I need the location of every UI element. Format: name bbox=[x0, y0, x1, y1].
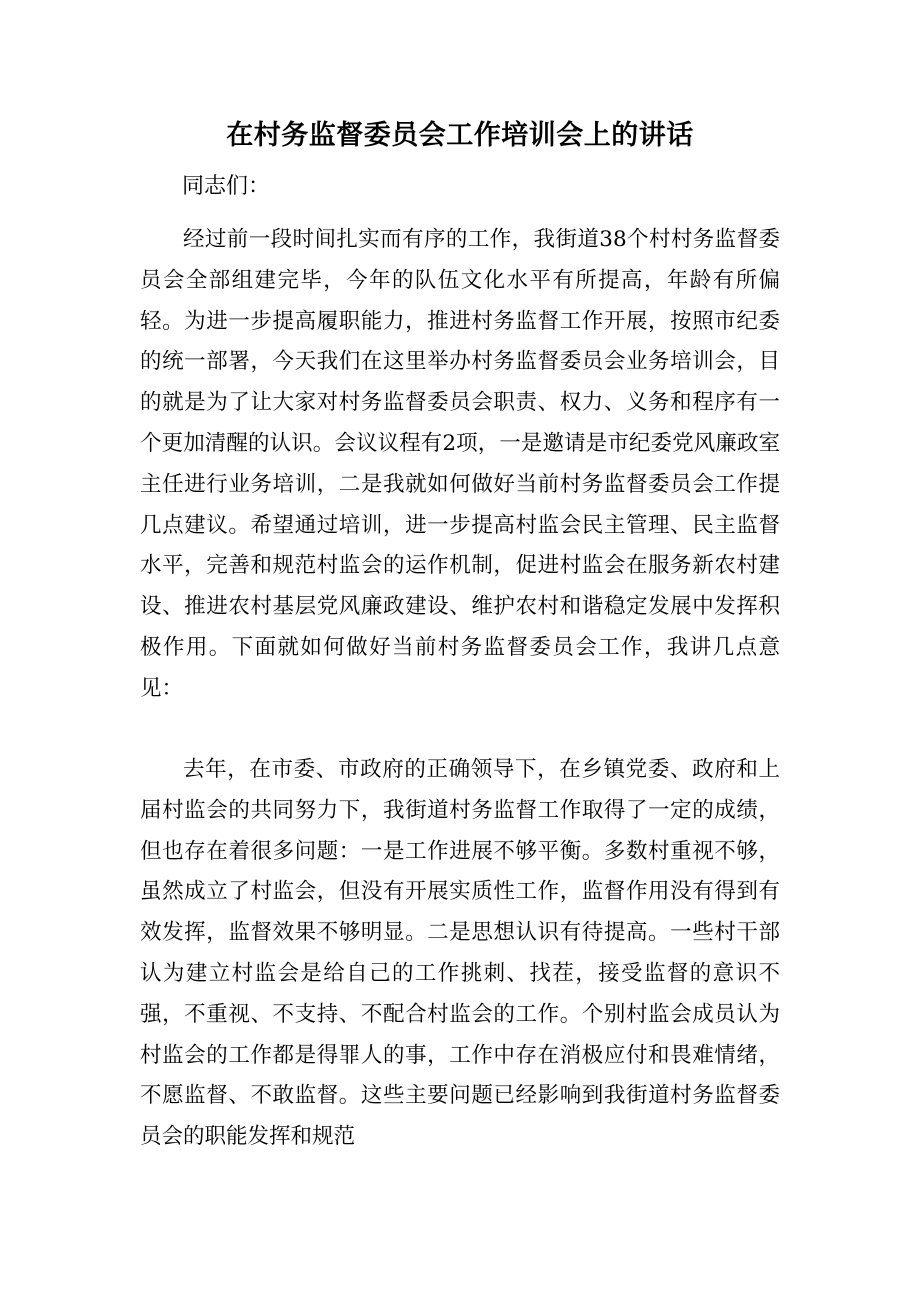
paragraph-1: 经过前一段时间扎实而有序的工作，我街道38个村村务监督委员会全部组建完毕，今年的队伍文化水平有所提高，年龄有所偏轻。为进一步提高履职能力，推进村务监督工作开展，按照市纪委的统一部署，今天我们在这里举办村务监督委员会业务培训会，目的就是为了让大家对村务监督委员会职责、权力、义务和程序有一个更加清醒的认识。会议议程有2项，一是邀请是市纪委党风廉政室主任进行业务培训，二是我就如何做好当前村务监督委员会工作提几点建议。希望通过培训，进一步提高村监会民主管理、民主监督水平，完善和规范村监会的运作机制，促进村监会在服务新农村建设、推进农村基层党风廉政建设、维护农村和谐稳定发展中发挥积极作用。下面就如何做好当前村务监督委员会工作，我讲几点意见： bbox=[140, 227, 780, 701]
document-title: 在村务监督委员会工作培训会上的讲话 bbox=[226, 120, 694, 151]
paragraph-2: 去年，在市委、市政府的正确领导下，在乡镇党委、政府和上届村监会的共同努力下，我街道村务监督工作取得了一定的成绩，但也存在着很多问题：一是工作进展不够平衡。多数村重视不够，虽然成立了村监会，但没有开展实质性工作，监督作用没有得到有效发挥，监督效果不够明显。二是思想认识有待提高。一些村干部认为建立村监会是给自己的工作挑刺、找茬，接受监督的意识不强，不重视、不支持、不配合村监会的工作。个别村监会成员认为村监会的工作都是得罪人的事，工作中存在消极应付和畏难情绪，不愿监督、不敢监督。这些主要问题已经影响到我街道村务监督委员会的职能发挥和规范 bbox=[140, 757, 780, 1150]
salutation: 同志们： bbox=[182, 174, 271, 199]
